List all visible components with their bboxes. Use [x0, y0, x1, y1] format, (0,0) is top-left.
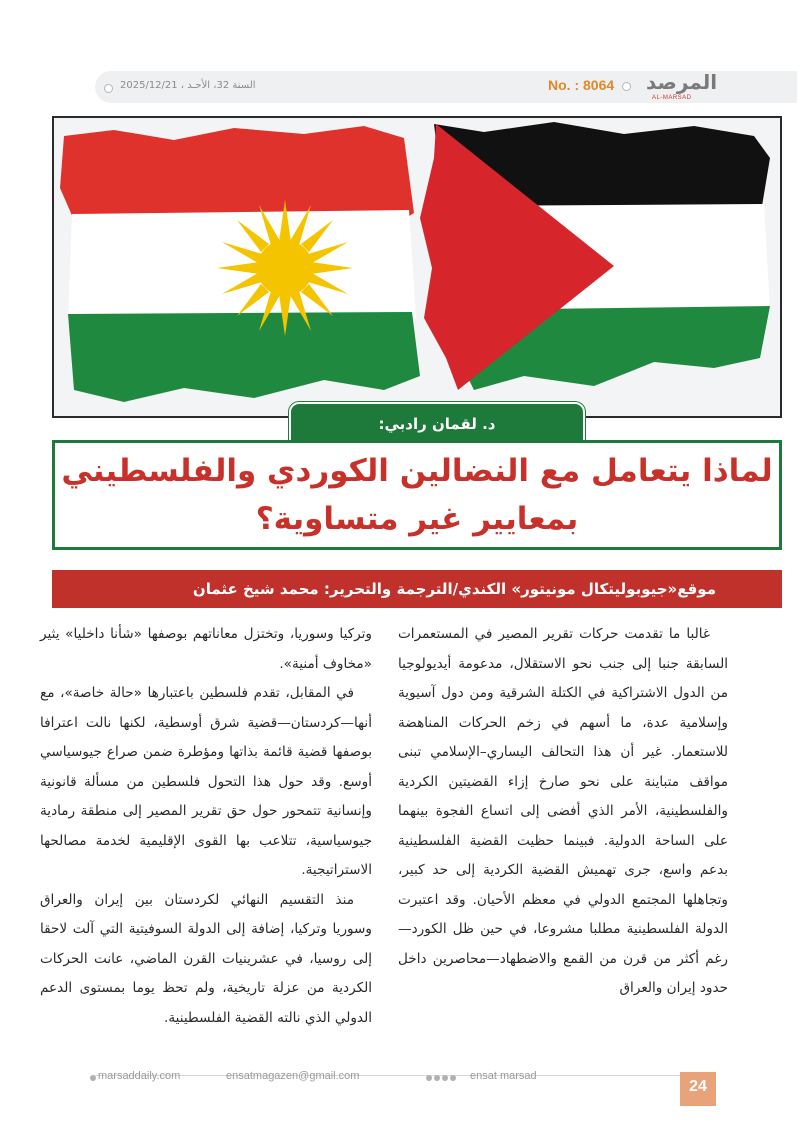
page-number: 24 [680, 1072, 716, 1106]
article-title [52, 440, 782, 550]
twitter-icon[interactable] [434, 1075, 440, 1081]
footer-social-handle[interactable]: ensat marsad [470, 1070, 537, 1082]
title-line-1: لماذا يتعامل مع النضالين الكوردي والفلسطيني [61, 453, 773, 489]
issue-number: No. : 8064 [548, 77, 615, 93]
instagram-icon[interactable] [442, 1075, 448, 1081]
logo-subtitle: AL-MARSAD [652, 95, 692, 101]
paragraph: منذ التقسيم النهائي لكردستان بين إيران والعراق وسوريا وتركيا، إضافة إلى الدولة السوفيتية التي آلت لاحقا إلى روسيا، في عشرينيات القرن الماضي، عانت الحركات الكردية من عزلة تاريخية، ولم تحظ يوما بمستوى الدعم الدولي الذي نالته القضية الفلسطينية. [40, 891, 372, 1026]
flags-photo [52, 116, 782, 418]
kurdish-sun-icon [217, 200, 353, 336]
globe-icon [90, 1075, 96, 1081]
logo: المرصد [646, 70, 718, 94]
footer-divider [95, 1075, 680, 1076]
footer-website[interactable]: marsaddaily.com [98, 1070, 181, 1082]
paragraph: وتركيا وسوريا، وتختزل معاناتهم بوصفها «شأنا داخليا» يثير «مخاوف أمنية». [40, 626, 372, 672]
source-bar: موقع«جيوبوليتكال مونيتور» الكندي/الترجمة والتحرير: محمد شيخ عثمان [52, 570, 782, 608]
title-line-2: بمعايير غير متساوية؟ [255, 501, 579, 537]
youtube-icon[interactable] [450, 1075, 456, 1081]
facebook-icon[interactable] [426, 1075, 432, 1081]
author-tab: د. لقمان رادبي: [289, 402, 585, 446]
flags-illustration [54, 118, 780, 416]
paragraph: في المقابل، تقدم فلسطين باعتبارها «حالة خاصة»، مع أنها—كردستان—قضية شرق أوسطية، لكنها نالت اعترافا بوصفها قضية قائمة بذاتها ومؤطرة ضمن صراع جيوسياسي أوسع. وقد حول هذا التحول فلسطين من مسألة قانونية وإنسانية تتمحور حول حق تقرير المصير إلى منطقة رمادية جيوسياسية، تتلاعب بها القوى الإقليمية لخدمة مصالحها الاستراتيجية. [40, 685, 372, 878]
date-line: السنة 32، الأحـد ، 2025/12/21 [120, 80, 256, 91]
paragraph: غالبا ما تقدمت حركات تقرير المصير في المستعمرات السابقة جنبا إلى جنب نحو الاستقلال، مدعومة أيديولوجيا من الدول الاشتراكية في الكتلة الشرقية ومن دول آسيوية وإسلامية عدة، ما أسهم في زخم الحركات المناهضة للاستعمار. غير أن هذا التحالف اليساري–الإسلامي تبنى مواقف متباينة على نحو صارخ إزاء القضيتين الكردية والفلسطينية، الأمر الذي أفضى إلى اتساع الفجوة بينهما على الساحة الدولية. فبينما حظيت القضية الفلسطينية بدعم واسع، جرى تهميش القضية الكردية إلى حد كبير، وتجاهلها المجتمع الدولي في معظم الأحيان. وقد اعتبرت الدولة الفلسطينية مطلبا مشروعا، في حين ظل الكورد—رغم أكثر من قرن من القمع والاضطهاد—محاصرين داخل حدود إيران والعراق [398, 626, 728, 996]
issue-bullet-icon [622, 82, 631, 91]
date-bullet-icon [104, 84, 113, 93]
body-column-right [398, 620, 728, 1004]
footer-email[interactable]: ensatmagazen@gmail.com [226, 1070, 360, 1082]
body-column-left [40, 620, 372, 1033]
